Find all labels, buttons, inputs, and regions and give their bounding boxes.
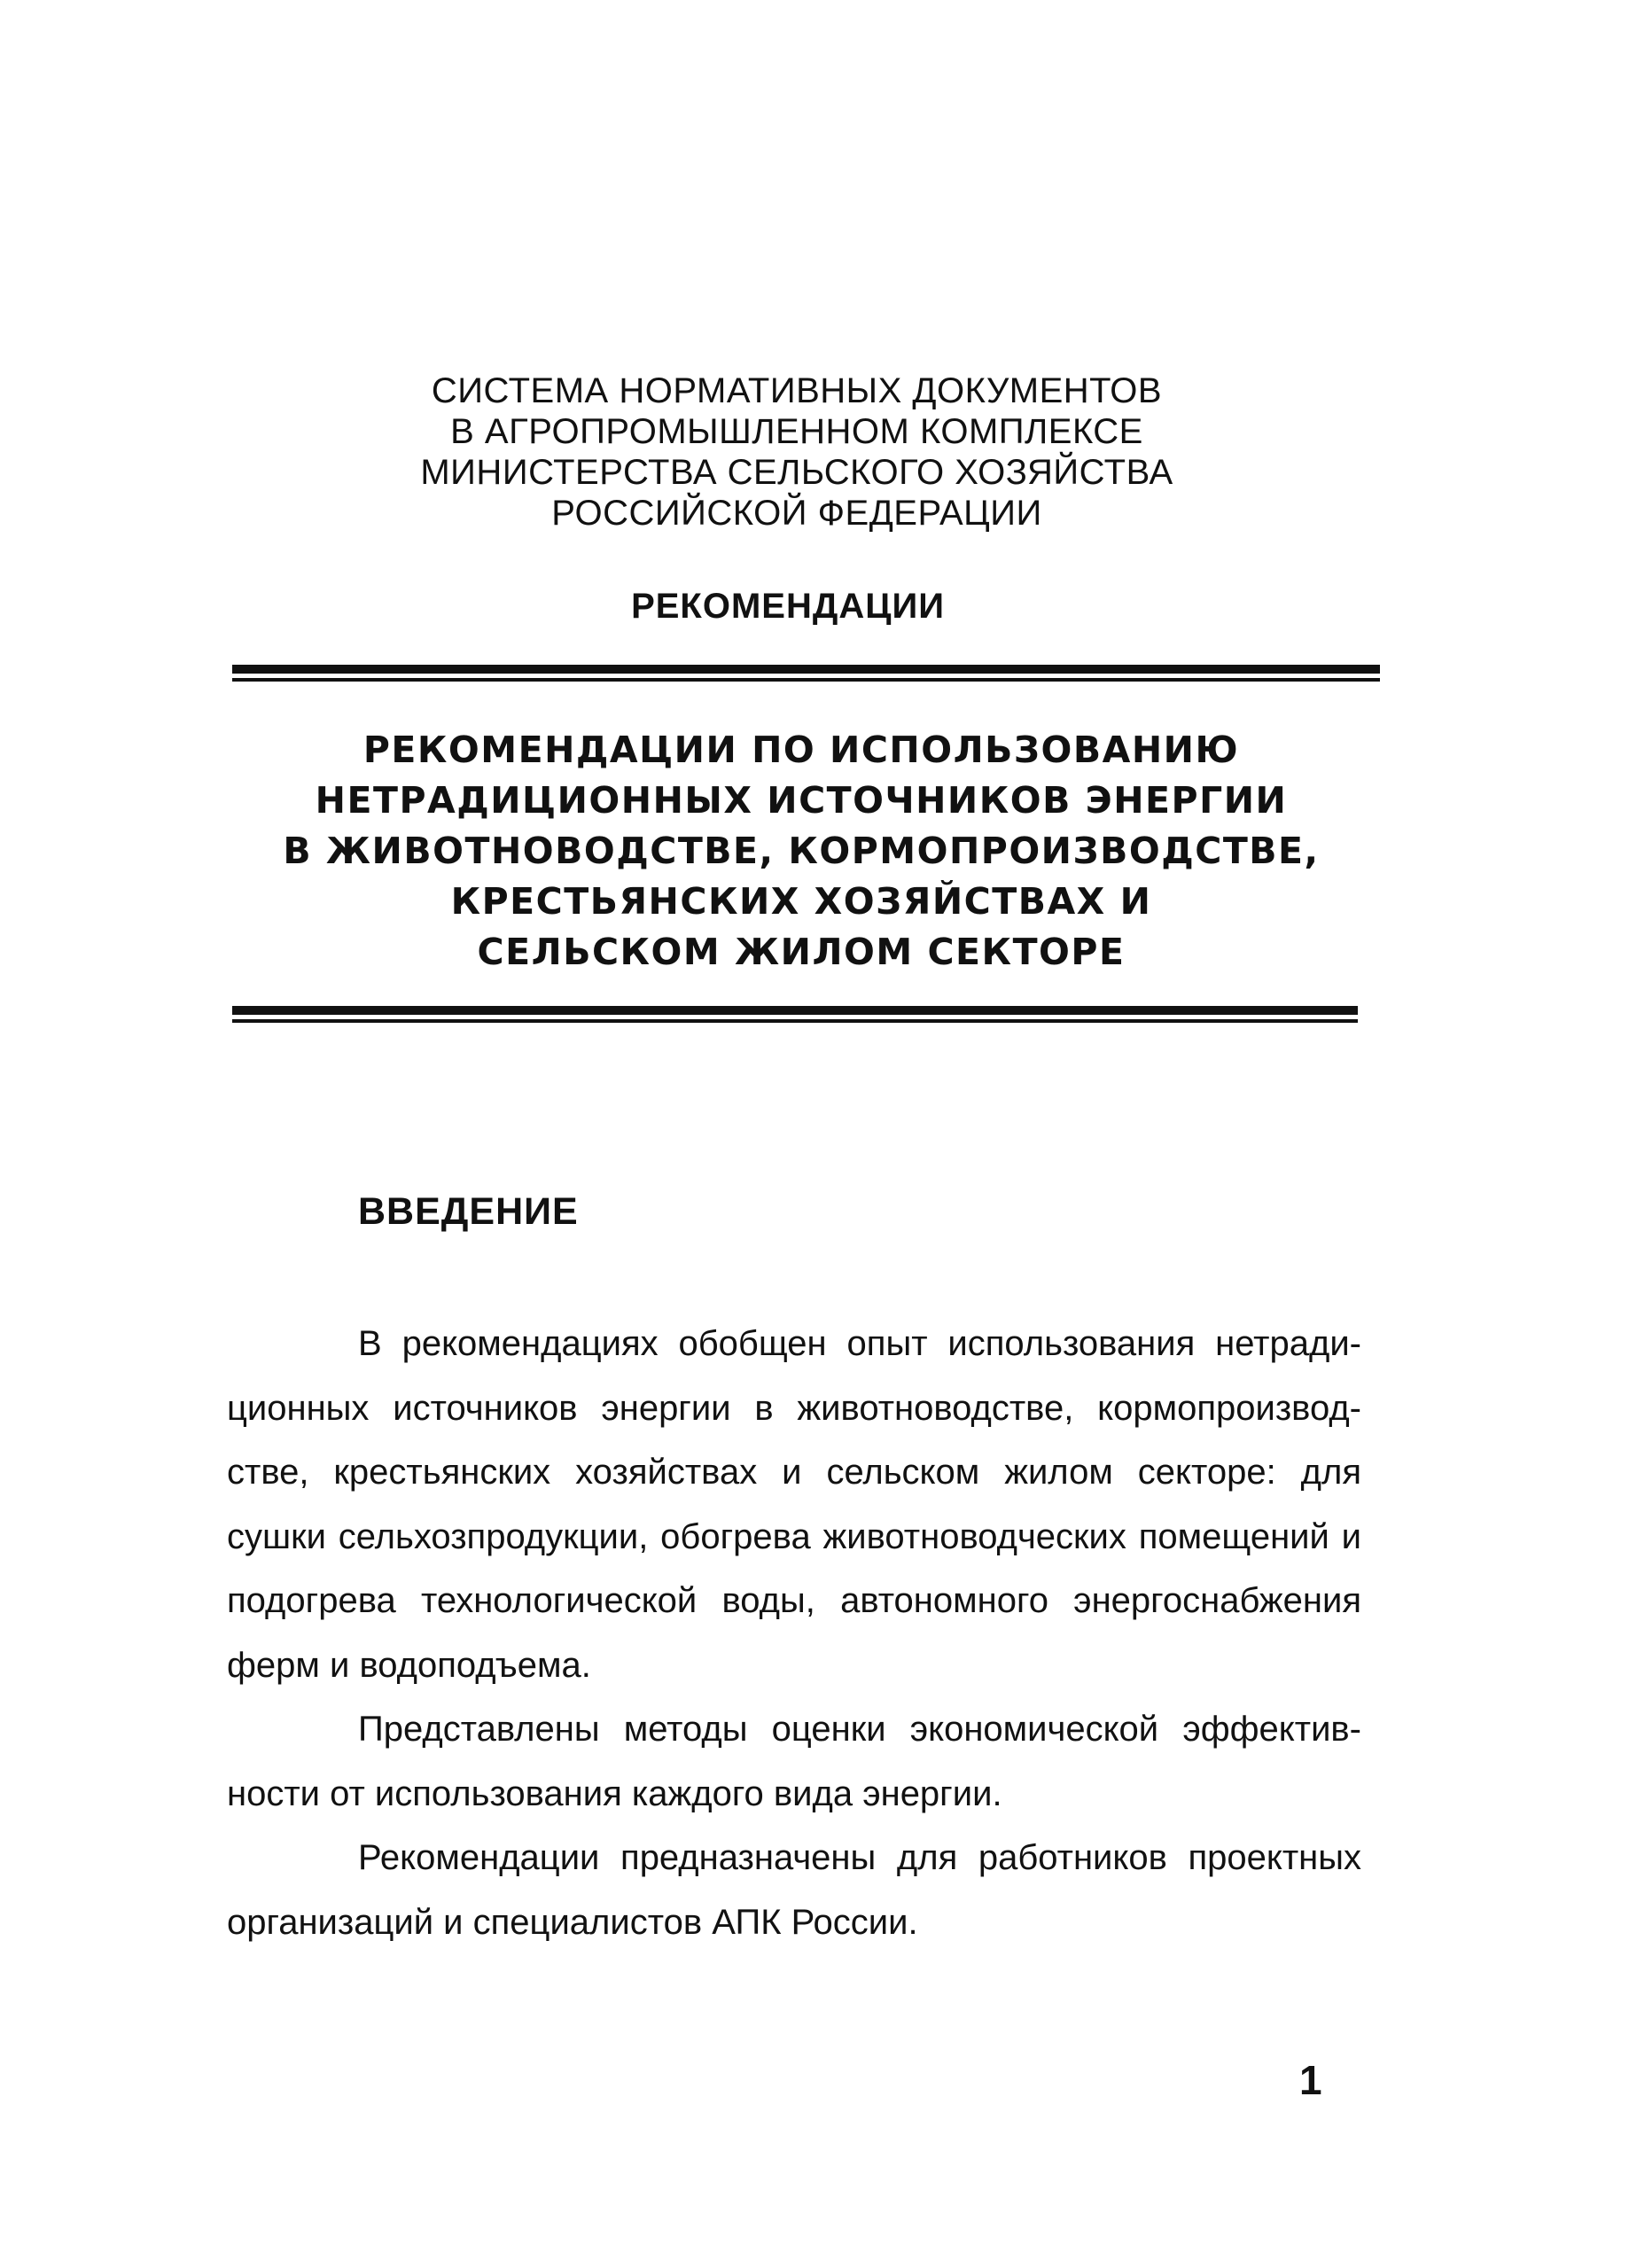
rule-thin-line [232,1019,1358,1023]
document-title [0,725,1629,978]
rule-thin-line [232,678,1380,682]
title-line: КРЕСТЬЯНСКИХ ХОЗЯЙСТВАХ И [450,880,1152,923]
header-block [0,370,1629,534]
page-number: 1 [1299,2057,1322,2103]
title-line: В ЖИВОТНОВОДСТВЕ, КОРМОПРОИЗВОДСТВЕ, [283,830,1320,872]
title-line: НЕТРАДИЦИОННЫХ ИСТОЧНИКОВ ЭНЕРГИИ [315,779,1288,822]
introduction-heading: ВВЕДЕНИЕ [358,1190,579,1233]
rule-thick-line [232,1006,1358,1015]
header-line: СИСТЕМА НОРМАТИВНЫХ ДОКУМЕНТОВ [431,371,1163,410]
header-line: В АГРОПРОМЫШЛЕННОМ КОМПЛЕКСЕ [450,412,1143,451]
introduction-body [227,1312,1361,1954]
body-paragraph: В рекомендациях обобщен опыт использования нетрадиционных источников энергии в животноводстве, кормопроизводстве, крестьянских хозяйствах и сельском жилом секторе: для сушки сельхозпродукции, обогрева животноводческих помещений и подогрева технологической воды, автономного энергоснабжения ферм и водоподъема. [227,1324,1361,1685]
document-type-label: РЕКОМЕНДАЦИИ [631,587,945,626]
bottom-double-rule [232,1006,1358,1023]
header-line: МИНИСТЕРСТВА СЕЛЬСКОГО ХОЗЯЙСТВА [420,453,1173,492]
title-line: РЕКОМЕНДАЦИИ ПО ИСПОЛЬЗОВАНИЮ [362,729,1240,771]
rule-thick-line [232,665,1380,674]
top-double-rule [232,665,1380,682]
title-line: СЕЛЬСКОМ ЖИЛОМ СЕКТОРЕ [477,931,1126,973]
body-paragraph: Рекомендации предназначены для работников проектных организаций и специалистов АПК России. [227,1838,1361,1942]
body-paragraph: Представлены методы оценки экономической эффективности от использования каждого вида энергии. [227,1710,1361,1813]
header-line: РОССИЙСКОЙ ФЕДЕРАЦИИ [551,494,1042,533]
